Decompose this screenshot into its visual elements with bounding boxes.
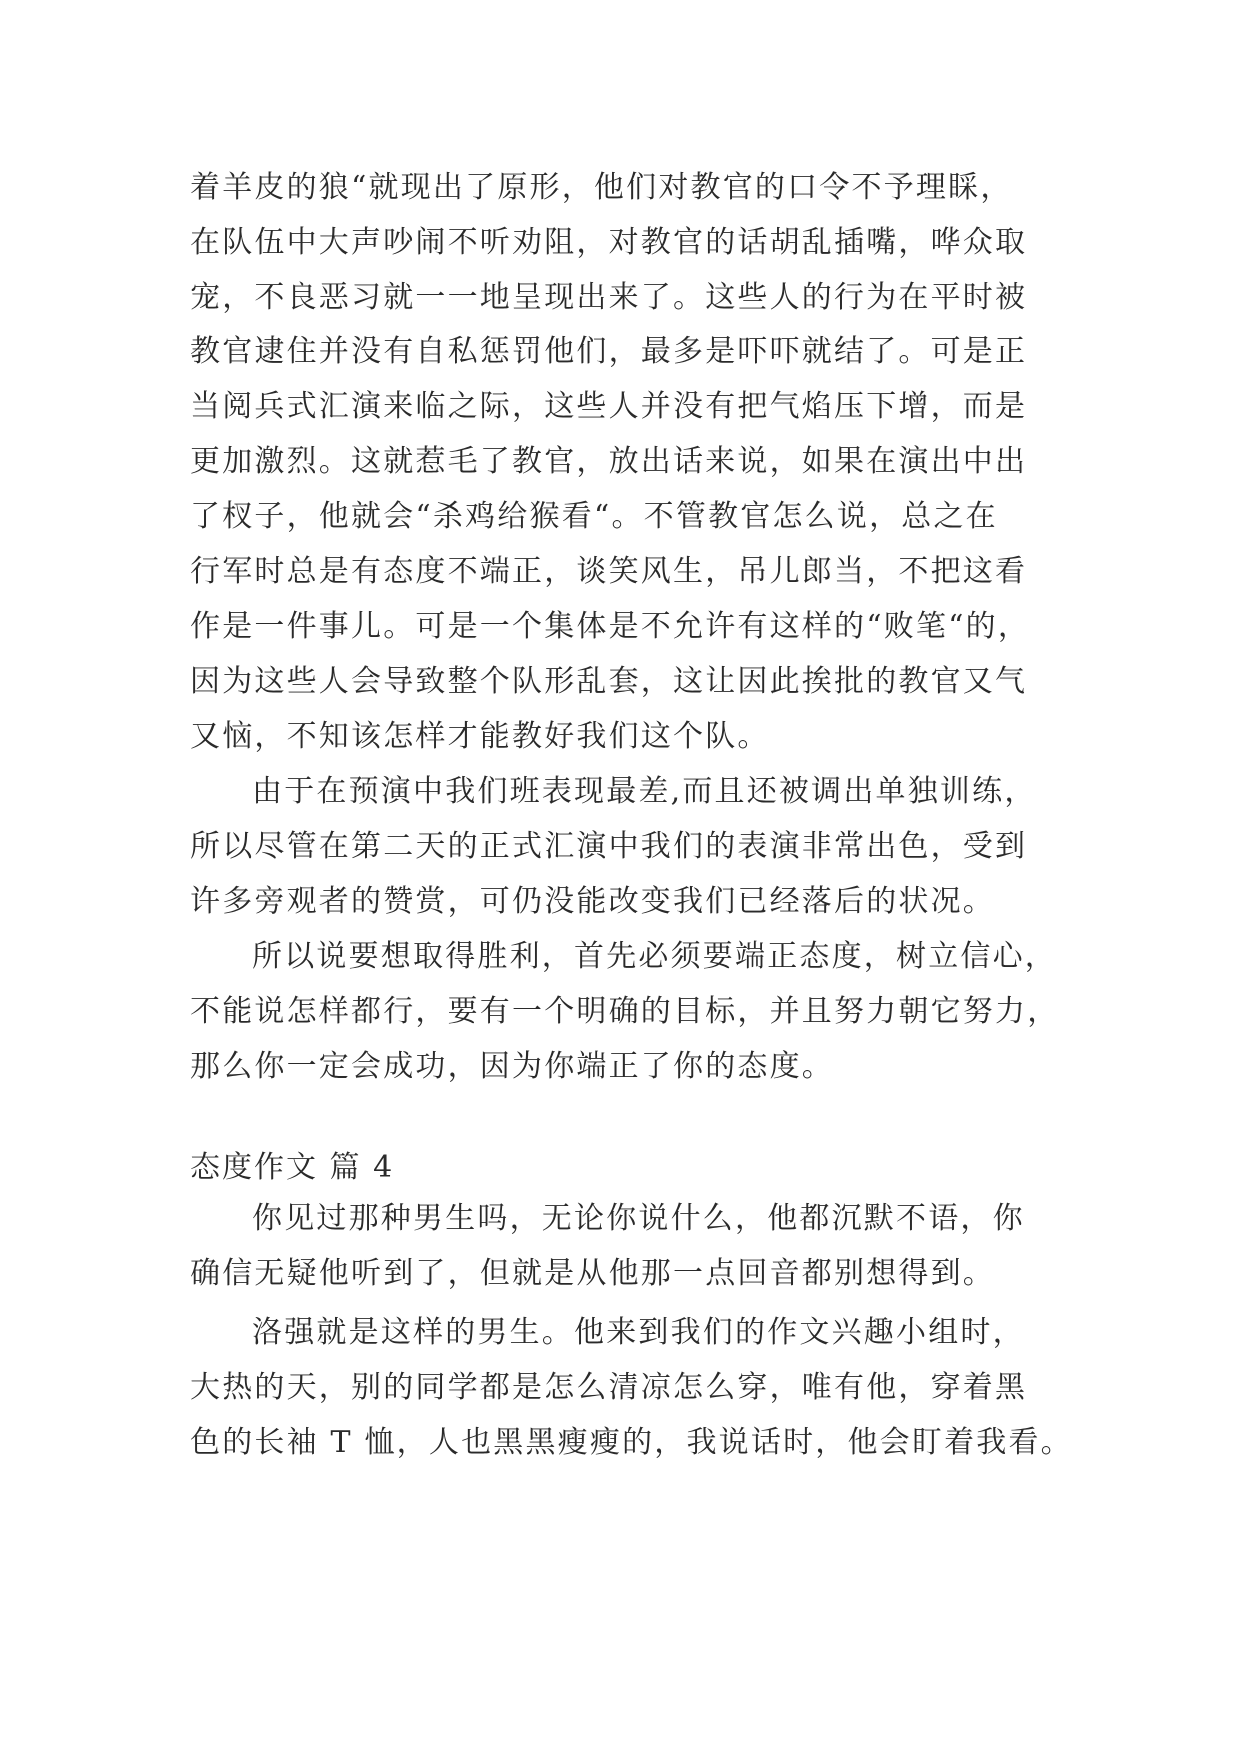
paragraph-line: 不能说怎样都行，要有一个明确的目标，并且努力朝它努力， xyxy=(190,994,1060,1029)
paragraph-line: 着羊皮的狼“就现出了原形，他们对教官的口令不予理睬， xyxy=(190,170,1013,205)
paragraph-line: 宠，不良恶习就一一地呈现出来了。这些人的行为在平时被 xyxy=(190,280,1028,315)
paragraph-line: 你见过那种男生吗，无论你说什么，他都沉默不语，你 xyxy=(252,1201,1025,1236)
paragraph-line: 所以说要想取得胜利，首先必须要端正态度，树立信心， xyxy=(252,939,1057,974)
paragraph-line: 了杈子，他就会“杀鸡给猴看“。不管教官怎么说，总之在 xyxy=(190,499,998,534)
paragraph-line: 因为这些人会导致整个队形乱套，这让因此挨批的教官又气 xyxy=(190,664,1028,699)
paragraph-line: 在队伍中大声吵闹不听劝阻，对教官的话胡乱插嘴，哗众取 xyxy=(190,225,1028,260)
paragraph-line: 更加激烈。这就惹毛了教官，放出话来说，如果在演出中出 xyxy=(190,444,1028,479)
paragraph-line: 许多旁观者的赞赏，可仍没能改变我们已经落后的状况。 xyxy=(190,884,995,919)
paragraph-line: 又恼，不知该怎样才能教好我们这个队。 xyxy=(190,719,770,754)
paragraph-line: 所以尽管在第二天的正式汇演中我们的表演非常出色，受到 xyxy=(190,829,1028,864)
paragraph-line: 教官逮住并没有自私惩罚他们，最多是吓吓就结了。可是正 xyxy=(190,334,1028,369)
paragraph-line: 行军时总是有态度不端正，谈笑风生，吊儿郎当，不把这看 xyxy=(190,554,1028,589)
paragraph-line: 当阅兵式汇演来临之际，这些人并没有把气焰压下增，而是 xyxy=(190,389,1028,424)
paragraph-line: 由于在预演中我们班表现最差,而且还被调出单独训练， xyxy=(252,774,1037,809)
paragraph-line: 那么你一定会成功，因为你端正了你的态度。 xyxy=(190,1049,834,1084)
section-heading: 态度作文 篇 4 xyxy=(190,1150,395,1185)
paragraph-line: 色的长袖 T 恤，人也黑黑瘦瘦的，我说话时，他会盯着我看。 xyxy=(190,1425,1073,1460)
paragraph-line: 作是一件事儿。可是一个集体是不允许有这样的“败笔“的， xyxy=(190,609,1031,644)
paragraph-line: 大热的天，别的同学都是怎么清凉怎么穿，唯有他，穿着黑 xyxy=(190,1370,1028,1405)
paragraph-line: 确信无疑他听到了，但就是从他那一点回音都别想得到。 xyxy=(190,1256,995,1291)
paragraph-line: 洛强就是这样的男生。他来到我们的作文兴趣小组时， xyxy=(252,1315,1025,1350)
